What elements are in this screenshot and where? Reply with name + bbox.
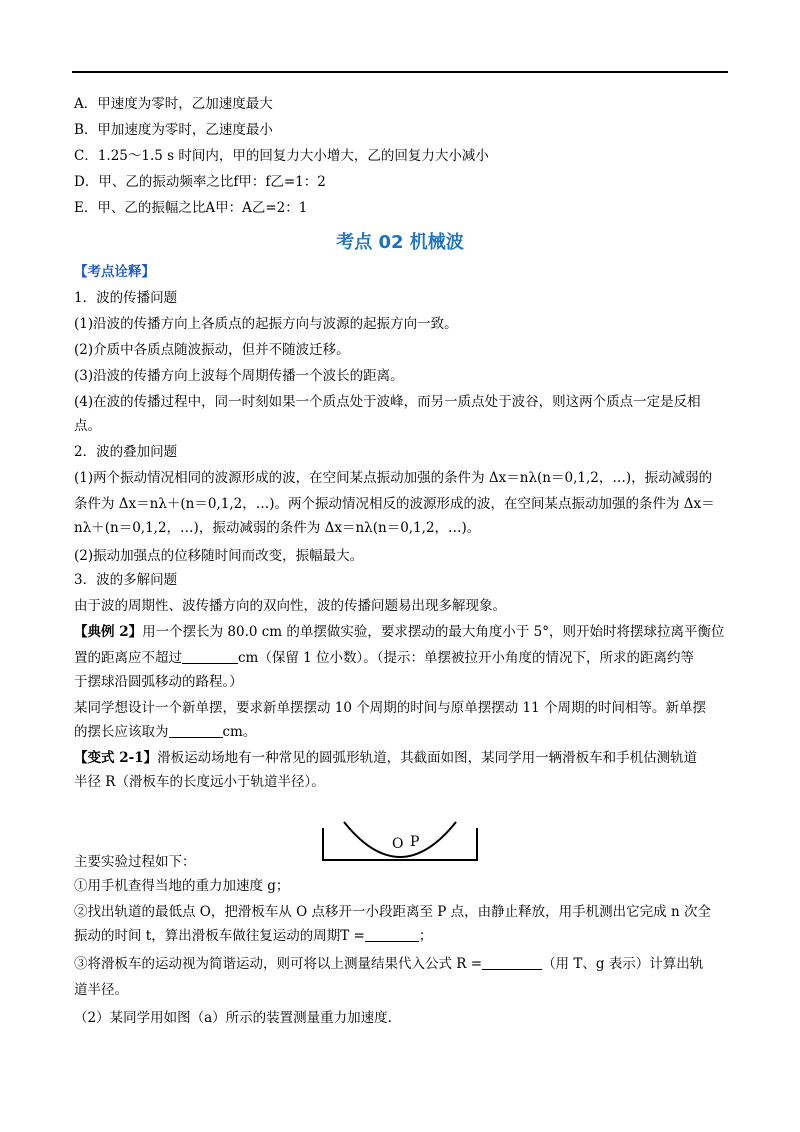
option-d: D．甲、乙的振动频率之比f甲：f乙=1：2 (74, 174, 326, 190)
step-3a: ③将滑板车的运动视为简谐运动，则可将以上测量结果代入公式 R = (74, 956, 483, 972)
example-2-line-1 (74, 622, 726, 642)
para-1-2: (2)介质中各质点随波振动，但并不随波迁移。 (74, 342, 350, 358)
para-1-4b: 点。 (74, 418, 101, 434)
option-a: A．甲速度为零时，乙加速度最大 (74, 96, 273, 112)
heading-2: 2．波的叠加问题 (74, 444, 178, 460)
variant-line-2: 半径 R（滑板车的长度远小于轨道半径）。 (74, 774, 325, 790)
example-2-line-4: 某同学想设计一个新单摆，要求新单摆摆动 10 个周期的时间与原单摆摆动 11 个周期的时间相等。新单摆 (74, 700, 707, 716)
point-o-label: O (392, 836, 404, 852)
example-2-text-1: 用一个摆长为 80.0 cm 的单摆做实验，要求摆动的最大角度小于 5°，则开始时将摆球拉离平衡位 (142, 624, 725, 640)
example-2-text-2b: cm（保留 1 位小数）。（提示：单摆被拉开小角度的情况下，所求的距离约等 (238, 650, 695, 666)
para-2-2: (2)振动加强点的位移随时间而改变，振幅最大。 (74, 548, 364, 564)
explain-tag: 【考点诠释】 (74, 264, 155, 280)
example-2-line-3: 于摆球沿圆弧移动的路程。） (74, 674, 243, 690)
part-2: （2）某同学用如图（a）所示的装置测量重力加速度. (74, 1010, 392, 1026)
variant-tag: 【变式 2-1】 (74, 750, 158, 766)
step-2b: 振动的时间 t，算出滑板车做往复运动的周期T = (74, 928, 365, 944)
header-rule (72, 71, 728, 73)
example-2-text-5a: 的摆长应该取为 (74, 724, 169, 740)
step-3b: （用 T、g 表示）计算出轨 (542, 956, 704, 972)
example-2-text-2a: 置的距离应不超过 (74, 650, 182, 666)
step-2b-line (74, 926, 726, 946)
para-2-1b: 条件为 Δx＝nλ＋(n＝0,1,2，…)。两个振动情况相反的波源形成的波，在空间某点振动加强的条件为 Δx＝ (74, 496, 715, 512)
answer-blank-distance[interactable] (182, 649, 238, 664)
para-1-3: (3)沿波的传播方向上波每个周期传播一个波长的距离。 (74, 368, 404, 384)
example-2-text-5b: cm。 (222, 724, 257, 740)
example-2-line-5 (74, 722, 726, 742)
step-3c: 道半径。 (74, 982, 128, 998)
answer-blank-period[interactable] (365, 927, 419, 942)
answer-blank-length[interactable] (169, 723, 223, 738)
para-3-1: 由于波的周期性、波传播方向的双向性，波的传播问题易出现多解现象。 (74, 598, 506, 614)
example-2-tag: 【典例 2】 (74, 624, 143, 640)
point-p-label: P (410, 834, 420, 850)
heading-3: 3．波的多解问题 (74, 572, 178, 588)
variant-line-1 (74, 748, 726, 768)
option-c: C．1.25～1.5 s 时间内，甲的回复力大小增大，乙的回复力大小减小 (74, 148, 489, 164)
section-title: 考点 02 机械波 (336, 232, 464, 253)
procedure-title: 主要实验过程如下： (74, 854, 196, 870)
para-2-1c: nλ＋(n＝0,1,2，…)，振动减弱的条件为 Δx＝nλ(n＝0,1,2，…)。 (74, 520, 481, 536)
step-2a: ②找出轨道的最低点 O，把滑板车从 O 点移开一小段距离至 P 点，由静止释放，用手机测出它完成 n 次全 (74, 904, 711, 920)
option-e: E．甲、乙的振幅之比A甲：A乙=2：1 (74, 200, 308, 216)
example-2-line-2 (74, 648, 726, 668)
answer-blank-radius[interactable] (482, 955, 542, 970)
option-b: B．甲加速度为零时，乙速度最小 (74, 122, 273, 138)
step-2c: ； (418, 928, 433, 944)
step-1: ①用手机查得当地的重力加速度 g； (74, 878, 290, 894)
para-1-4a: (4)在波的传播过程中，同一时刻如果一个质点处于波峰，而另一质点处于波谷，则这两个质点一定是反相 (74, 394, 701, 410)
variant-text-1: 滑板运动场地有一种常见的圆弧形轨道，其截面如图，某同学用一辆滑板车和手机估测轨道 (157, 750, 698, 766)
heading-1: 1．波的传播问题 (74, 290, 178, 306)
step-3a-line (74, 954, 726, 974)
para-2-1a: (1)两个振动情况相同的波源形成的波，在空间某点振动加强的条件为 Δx＝nλ(n＝0,1,2，…)，振动减弱的 (74, 470, 713, 486)
para-1-1: (1)沿波的传播方向上各质点的起振方向与波源的起振方向一致。 (74, 316, 458, 332)
